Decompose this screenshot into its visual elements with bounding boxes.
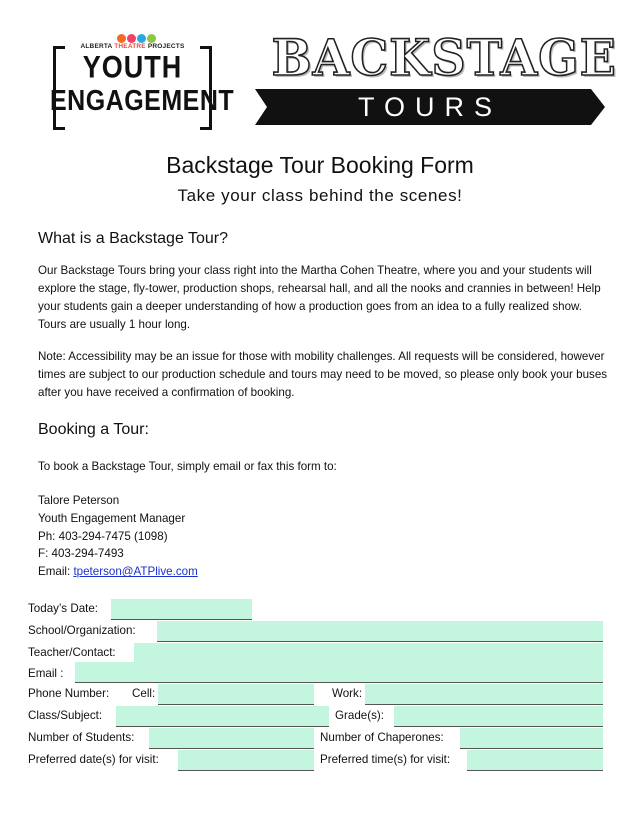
pref-dates-label: Preferred date(s) for visit: <box>28 753 159 766</box>
what-paragraph-1: Our Backstage Tours bring your class right into the Martha Cohen Theatre, where you and your students will explore the stage, fly-tower, production shops, rehearsal hall, and all the nooks and crannies in between! Help your students gain a deeper understanding of how a production goes from an idea to a fully realized show. Tours are usually 1 hour long. <box>38 264 601 331</box>
pref-times-field[interactable] <box>467 750 603 771</box>
todays-date-label: Today’s Date: <box>28 602 99 615</box>
email-field[interactable] <box>75 662 603 683</box>
youth-engagement-logo <box>50 30 235 130</box>
email-label: Email : <box>28 667 64 680</box>
cell-label: Cell: <box>132 687 156 700</box>
contact-email-label: Email: <box>38 565 74 579</box>
page-subtitle: Take your class behind the scenes! <box>177 186 463 205</box>
grades-field[interactable] <box>394 706 603 727</box>
what-heading: What is a Backstage Tour? <box>38 230 229 247</box>
booking-heading: Booking a Tour: <box>38 421 149 438</box>
class-subject-label: Class/Subject: <box>28 709 103 722</box>
page-title: Backstage Tour Booking Form <box>166 152 474 178</box>
contact-name: Talore Peterson <box>38 494 120 507</box>
backstage-tours-logo <box>255 28 617 128</box>
logo-tours-text: TOURS <box>357 92 502 122</box>
pref-times-label: Preferred time(s) for visit: <box>320 753 451 766</box>
contact-role: Youth Engagement Manager <box>38 511 186 525</box>
contact-email-row <box>38 563 198 581</box>
logo-backstage-text: BACKSTAGE <box>271 28 617 87</box>
num-chaperones-label: Number of Chaperones: <box>320 731 444 744</box>
contact-block <box>38 492 198 581</box>
logo-line-youth: YOUTH <box>82 49 183 85</box>
logo-org-name: ALBERTA THEATRE PROJECTS <box>80 43 185 50</box>
school-label: School/Organization: <box>28 624 136 637</box>
logo-line-engagement: ENGAGEMENT <box>50 84 235 118</box>
contact-email-link[interactable]: tpeterson@ATPlive.com <box>73 565 198 579</box>
school-field[interactable] <box>157 621 603 642</box>
work-label: Work: <box>332 687 363 700</box>
class-subject-field[interactable] <box>116 706 329 727</box>
what-paragraph-2: Note: Accessibility may be an issue for those with mobility challenges. All requests will be considered, however times are subject to our production schedule and tours may need to be moved, so please only book your buses after you have received a confirmation of booking. <box>38 350 608 399</box>
logo-dot-blue <box>137 34 146 43</box>
logo-dot-orange <box>117 34 126 43</box>
num-students-label: Number of Students: <box>28 731 135 744</box>
booking-intro: To book a Backstage Tour, simply email or fax this form to: <box>38 460 337 473</box>
teacher-label: Teacher/Contact: <box>28 646 116 659</box>
logo-dot-green <box>147 34 156 43</box>
todays-date-field[interactable] <box>111 599 252 620</box>
grades-label: Grade(s): <box>335 709 384 722</box>
contact-phone: Ph: 403-294-7475 (1098) <box>38 529 168 543</box>
work-field[interactable] <box>365 684 603 705</box>
logo-dot-pink <box>127 34 136 43</box>
contact-fax: F: 403-294-7493 <box>38 547 124 561</box>
pref-dates-field[interactable] <box>178 750 314 771</box>
num-chaperones-field[interactable] <box>460 728 603 749</box>
num-students-field[interactable] <box>149 728 314 749</box>
phone-label: Phone Number: <box>28 687 110 700</box>
cell-field[interactable] <box>158 684 314 705</box>
teacher-field[interactable] <box>134 643 603 664</box>
